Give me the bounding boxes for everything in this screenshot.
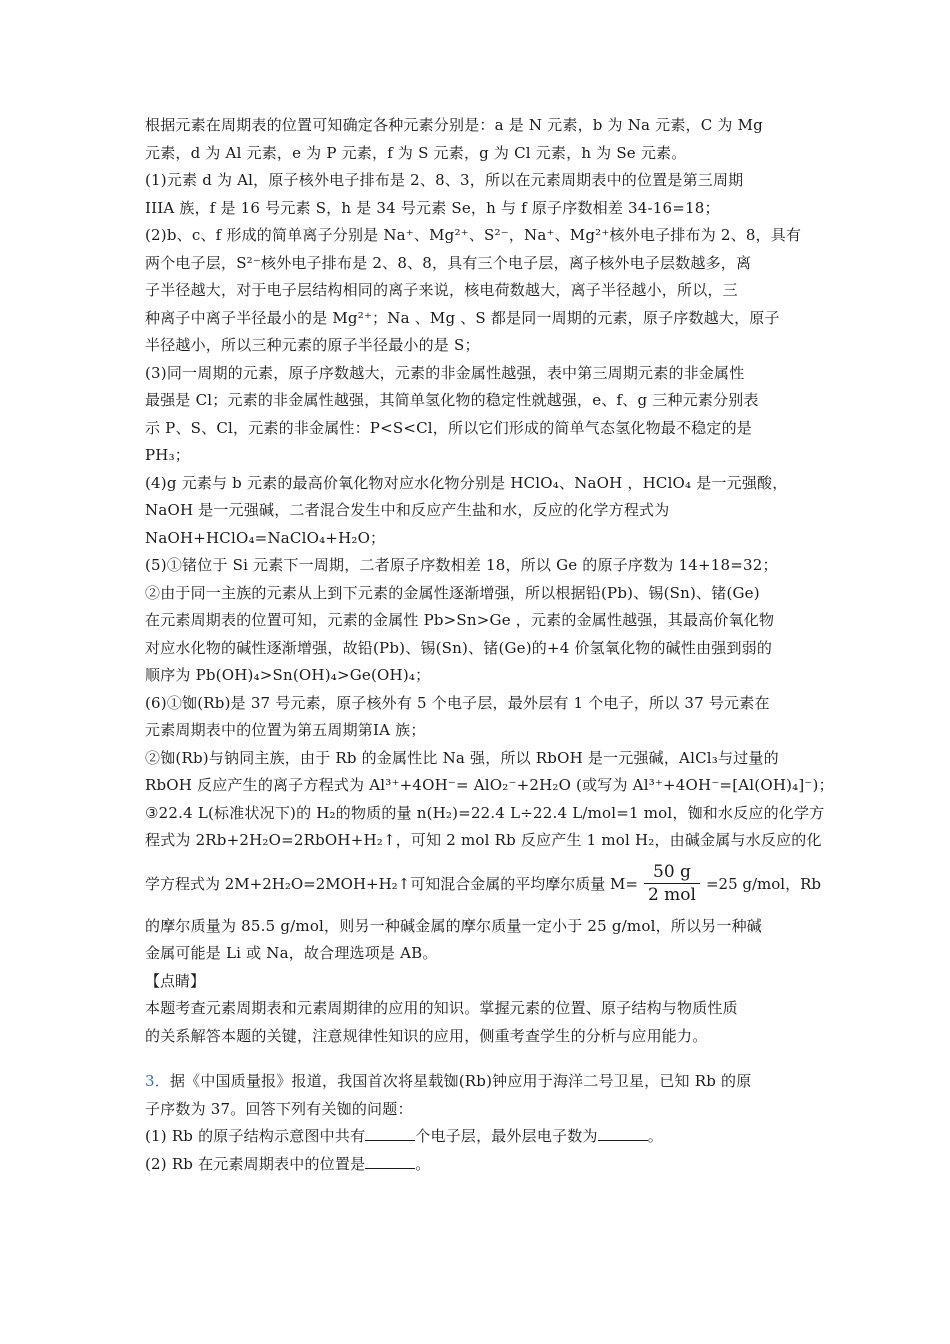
analysis-line: IIIA 族，f 是 16 号元素 S，h 是 34 号元素 Se，h 与 f 原子序数相差 34-16=18；: [145, 198, 720, 217]
analysis-line: NaOH 是一元强碱，二者混合发生中和反应产生盐和水，反应的化学方程式为: [145, 501, 670, 519]
fraction-numerator: 50 g: [653, 862, 691, 882]
average-molar-mass-formula: [145, 855, 821, 913]
fraction: [644, 861, 700, 906]
document-page: [145, 112, 834, 1178]
analysis-line: 元素，d 为 Al 元素，e 为 P 元素，f 为 S 元素，g 为 Cl 元素，h 为 Se 元素。: [145, 143, 687, 162]
subquestion-2: [145, 1151, 810, 1179]
analysis-line: 两个电子层，S²⁻核外电子排布是 2、8、8，具有三个电子层，离子核外电子层数越多，离: [145, 253, 752, 272]
analysis-line: PH₃；: [145, 446, 190, 464]
spacer: [145, 1050, 810, 1068]
analysis-line: 子半径越大，对于电子层结构相同的离子来说，核电荷数越大，离子半径越小，所以，三: [145, 281, 738, 299]
question-stem-line-2: 子序数为 37。回答下列有关铷的问题：: [145, 1099, 413, 1118]
analysis-line: 在元素周期表的位置可知，元素的金属性 Pb>Sn>Ge ，元素的金属性越强，其最高价氧化物: [145, 611, 775, 629]
question-stem-line-1: [145, 1068, 810, 1096]
analysis-line: (2)b、c、f 形成的简单离子分别是 Na⁺、Mg²⁺、S²⁻，Na⁺、Mg²⁺核外电子排布为 2、8，具有: [145, 226, 802, 244]
analysis-line: (1)元素 d 为 Al，原子核外电子排布是 2、8、3，所以在元素周期表中的位置是第三周期: [145, 171, 744, 189]
analysis-line: 最强是 Cl；元素的非金属性越强，其简单氢化物的稳定性就越强，e、f、g 三种元素分别表: [145, 391, 759, 409]
analysis-line: (5)①锗位于 Si 元素下一周期，二者原子序数相差 18，所以 Ge 的原子序数为 14+18=32；: [145, 556, 778, 574]
conclusion-line: 金属可能是 Li 或 Na，故合理选项是 AB。: [145, 944, 438, 962]
subquestion-1: [145, 1123, 810, 1151]
analysis-line: 对应水化物的碱性逐渐增强，故铅(Pb)、锡(Sn)、锗(Ge)的+4 价氢氧化物的碱性由强到弱的: [145, 638, 773, 657]
answer-blank-1[interactable]: [365, 1126, 415, 1141]
analysis-line: ③22.4 L(标准状况下)的 H₂的物质的量 n(H₂)=22.4 L÷22.4 L/mol=1 mol，铷和水反应的化学方: [145, 803, 825, 822]
comment-block: [145, 995, 810, 1050]
analysis-block: [145, 112, 834, 855]
comment-line: 本题考查元素周期表和元素周期律的应用的知识。掌握元素的位置、原子结构与物质性质: [145, 999, 738, 1017]
analysis-line: (6)①铷(Rb)是 37 号元素，原子核外有 5 个电子层，最外层有 1 个电子，所以 37 号元素在: [145, 693, 770, 712]
analysis-line: 示 P、S、Cl，元素的非金属性：P<S<Cl，所以它们形成的简单气态氢化物最不稳定的是: [145, 418, 752, 437]
comment-line: 的关系解答本题的关键，注意规律性知识的应用，侧重考查学生的分析与应用能力。: [145, 1026, 708, 1045]
subquestion-1-middle: 个电子层，最外层电子数为: [415, 1127, 598, 1145]
answer-blank-3[interactable]: [365, 1154, 415, 1169]
analysis-line: 根据元素在周期表的位置可知确定各种元素分别是：a 是 N 元素，b 为 Na 元素，C 为 Mg: [145, 116, 763, 134]
analysis-line: (3)同一周期的元素，原子序数越大，元素的非金属性越强，表中第三周期元素的非金属性: [145, 363, 745, 382]
subquestion-1-text: (1) Rb 的原子结构示意图中共有: [145, 1127, 366, 1145]
subquestion-2-end: 。: [415, 1154, 431, 1173]
fraction-denominator: 2 mol: [647, 885, 696, 905]
analysis-line: RbOH 反应产生的离子方程式为 Al³⁺+4OH⁻= AlO₂⁻+2H₂O (或写为 Al³⁺+4OH⁻=[Al(OH)₄]⁻)；: [145, 776, 834, 794]
formula-suffix: =25 g/mol，Rb: [705, 875, 821, 893]
analysis-conclusion: [145, 913, 810, 968]
conclusion-line: 的摩尔质量为 85.5 g/mol，则另一种碱金属的摩尔质量一定小于 25 g/mol，所以另一种碱: [145, 916, 762, 935]
analysis-line: 半径越小，所以三种元素的原子半径最小的是 S；: [145, 336, 480, 354]
analysis-line: 元素周期表中的位置为第五周期第ⅠA 族；: [145, 721, 426, 739]
subquestion-1-end: 。: [647, 1127, 663, 1145]
analysis-line: (4)g 元素与 b 元素的最高价氧化物对应水化物分别是 HClO₄、NaOH ，HClO₄ 是一元强酸，: [145, 473, 788, 492]
subquestion-2-text: (2) Rb 在元素周期表中的位置是: [145, 1154, 366, 1173]
analysis-line: 顺序为 Pb(OH)₄>Sn(OH)₄>Ge(OH)₄；: [145, 666, 431, 684]
answer-blank-2[interactable]: [598, 1126, 648, 1141]
formula-prefix: 学方程式为 2M+2H₂O=2MOH+H₂↑可知混合金属的平均摩尔质量 M=: [145, 875, 638, 893]
question-number: 3．: [145, 1072, 170, 1090]
question-stem-text-1: 据《中国质量报》报道，我国首次将星载铷(Rb)钟应用于海洋二号卫星，已知 Rb 的原: [169, 1072, 752, 1090]
analysis-line: 种离子中离子半径最小的是 Mg²⁺；Na 、Mg 、S 都是同一周期的元素，原子序数越大，原子: [145, 308, 780, 327]
analysis-line: 程式为 2Rb+2H₂O=2RbOH+H₂↑，可知 2 mol Rb 反应产生 1 mol H₂，由碱金属与水反应的化: [145, 831, 822, 849]
comment-heading: 【点睛】: [145, 971, 206, 990]
analysis-line: ②由于同一主族的元素从上到下元素的金属性逐渐增强，所以根据铅(Pb)、锡(Sn)、锗(Ge): [145, 583, 760, 602]
analysis-line: NaOH+HClO₄=NaClO₄+H₂O；: [145, 528, 386, 547]
analysis-line: ②铷(Rb)与钠同主族，由于 Rb 的金属性比 Na 强，所以 RbOH 是一元强碱，AlCl₃与过量的: [145, 748, 779, 767]
